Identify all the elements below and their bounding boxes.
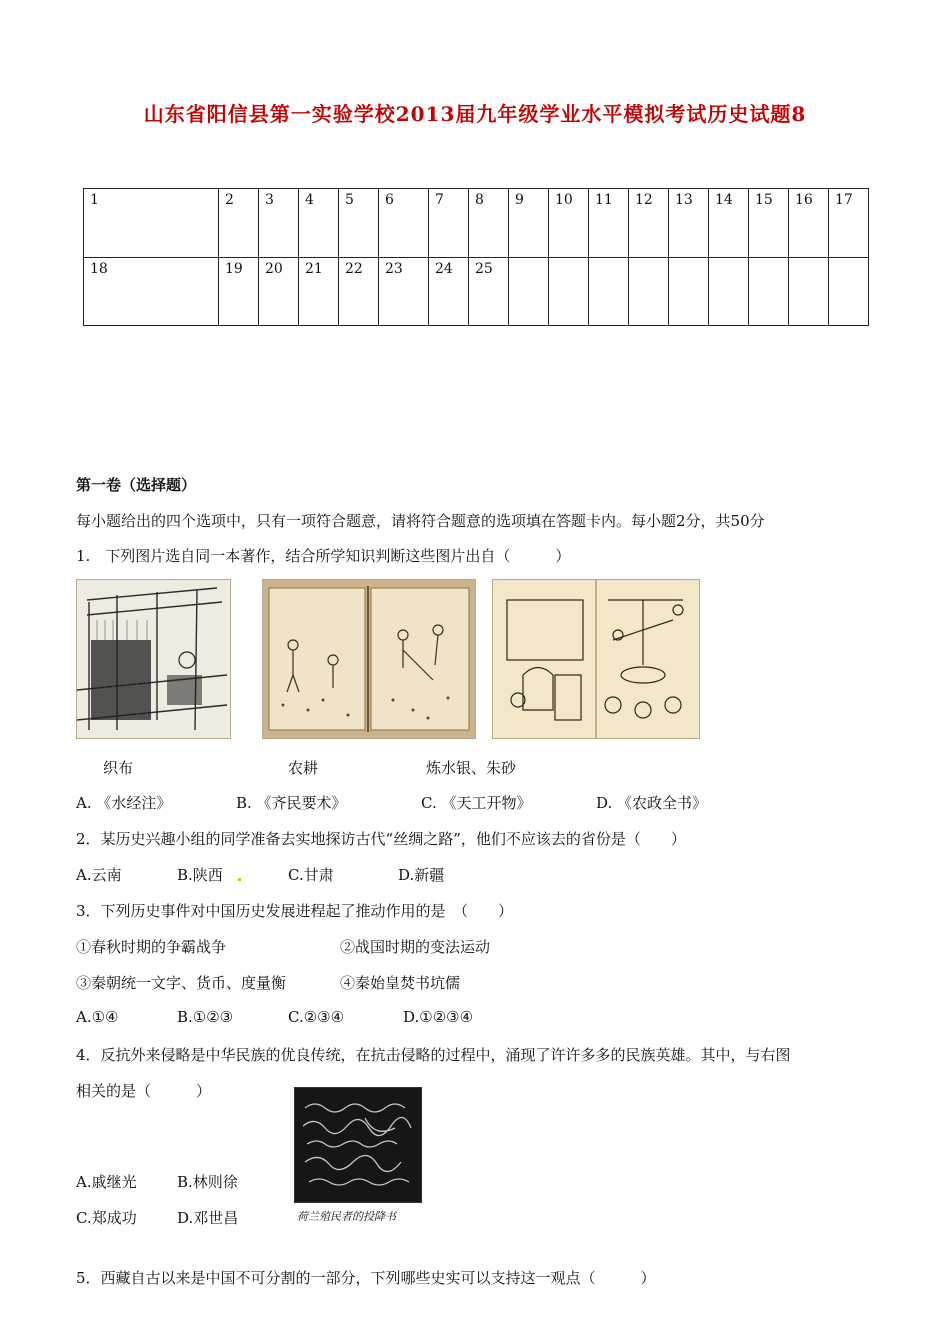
answer-table — [83, 188, 869, 326]
q1-option-b: B. 《齐民要术》 — [236, 794, 347, 812]
answer-cell: 21 — [299, 257, 339, 326]
answer-cell: 2 — [219, 189, 259, 258]
answer-cell: 8 — [469, 189, 509, 258]
q4-image-caption: 荷兰殖民者的投降书 — [297, 1210, 396, 1223]
answer-cell: 14 — [709, 189, 749, 258]
q2-option-a: A.云南 — [76, 866, 122, 884]
q4-option-b: B.林则徐 — [177, 1173, 238, 1191]
q2-option-d: D.新疆 — [398, 866, 445, 884]
answer-cell: 15 — [749, 189, 789, 258]
answer-cell: 16 — [789, 189, 829, 258]
answer-row-1 — [84, 189, 869, 258]
q1-option-a: A. 《水经注》 — [76, 794, 172, 812]
q2-stem: 2．某历史兴趣小组的同学准备去实地探访古代“丝绸之路”，他们不应该去的省份是（ ） — [76, 830, 686, 848]
q4-stem-line2: 相关的是（ ） — [76, 1082, 212, 1100]
q3-item-4: ④秦始皇焚书坑儒 — [340, 974, 461, 992]
surrender-letter-image — [294, 1087, 422, 1203]
answer-cell: 17 — [829, 189, 869, 258]
q3-stem: 3．下列历史事件对中国历史发展进程起了推动作用的是 （ ） — [76, 902, 514, 920]
q1-caption-weaving: 织布 — [103, 759, 134, 777]
q3-item-3: ③秦朝统一文字、货币、度量衡 — [76, 974, 287, 992]
answer-cell: 6 — [379, 189, 429, 258]
answer-cell: 22 — [339, 257, 379, 326]
answer-cell: 11 — [589, 189, 629, 258]
q1-option-d: D. 《农政全书》 — [596, 794, 708, 812]
answer-cell: 4 — [299, 189, 339, 258]
q5-stem: 5．西藏自古以来是中国不可分割的一部分，下列哪些史实可以支持这一观点（ ） — [76, 1269, 656, 1287]
answer-cell: 23 — [379, 257, 429, 326]
q4-stem-line1: 4．反抗外来侵略是中华民族的优良传统，在抗击侵略的过程中，涌现了许许多多的民族英雄。其中，与右图 — [76, 1046, 791, 1064]
mercury-refining-image — [492, 579, 700, 739]
answer-cell: 1 — [84, 189, 219, 258]
q1-stem: 1. 下列图片选自同一本著作，结合所学知识判断这些图片出自（ ） — [76, 547, 571, 565]
q3-item-1: ①春秋时期的争霸战争 — [76, 938, 227, 956]
mercury-illustration — [493, 580, 699, 738]
document-title: 山东省阳信县第一实验学校2013届九年级学业水平模拟考试历史试题8 — [143, 102, 807, 126]
farming-illustration — [263, 580, 475, 738]
answer-cell — [549, 257, 589, 326]
q1-caption-mercury: 炼水银、朱砂 — [426, 759, 517, 777]
answer-cell — [629, 257, 669, 326]
answer-cell: 19 — [219, 257, 259, 326]
answer-cell — [749, 257, 789, 326]
weaving-loom-image — [76, 579, 231, 739]
q4-option-a: A.戚继光 — [76, 1173, 137, 1191]
q1-caption-farming: 农耕 — [288, 759, 319, 777]
answer-cell: 9 — [509, 189, 549, 258]
answer-cell: 10 — [549, 189, 589, 258]
q3-option-d: D.①②③④ — [403, 1008, 474, 1026]
answer-cell — [589, 257, 629, 326]
q4-option-c: C.郑成功 — [76, 1209, 137, 1227]
q3-option-b: B.①②③ — [177, 1008, 234, 1026]
answer-cell: 3 — [259, 189, 299, 258]
q3-item-2: ②战国时期的变法运动 — [340, 938, 491, 956]
q2-option-b: B.陕西 — [177, 866, 223, 884]
loom-illustration — [77, 580, 230, 738]
q3-option-a: A.①④ — [76, 1008, 119, 1026]
farming-book-image — [262, 579, 476, 739]
q4-option-d: D.邓世昌 — [177, 1209, 239, 1227]
q3-option-c: C.②③④ — [288, 1008, 345, 1026]
answer-cell — [509, 257, 549, 326]
answer-cell: 25 — [469, 257, 509, 326]
section-heading: 第一卷（选择题） — [76, 476, 197, 494]
section-instruction: 每小题给出的四个选项中，只有一项符合题意，请将符合题意的选项填在答题卡内。每小题2分，共50分 — [76, 512, 765, 530]
answer-cell — [789, 257, 829, 326]
answer-cell — [709, 257, 749, 326]
answer-row-2 — [84, 257, 869, 326]
answer-cell: 18 — [84, 257, 219, 326]
answer-cell — [669, 257, 709, 326]
answer-cell: 12 — [629, 189, 669, 258]
answer-cell: 24 — [429, 257, 469, 326]
answer-cell: 7 — [429, 189, 469, 258]
answer-cell: 5 — [339, 189, 379, 258]
answer-cell: 13 — [669, 189, 709, 258]
surrender-letter-illustration — [295, 1088, 421, 1202]
yellow-dot-mark — [238, 878, 241, 881]
answer-cell: 20 — [259, 257, 299, 326]
q1-option-c: C. 《天工开物》 — [421, 794, 532, 812]
q2-option-c: C.甘肃 — [288, 866, 334, 884]
answer-cell — [829, 257, 869, 326]
